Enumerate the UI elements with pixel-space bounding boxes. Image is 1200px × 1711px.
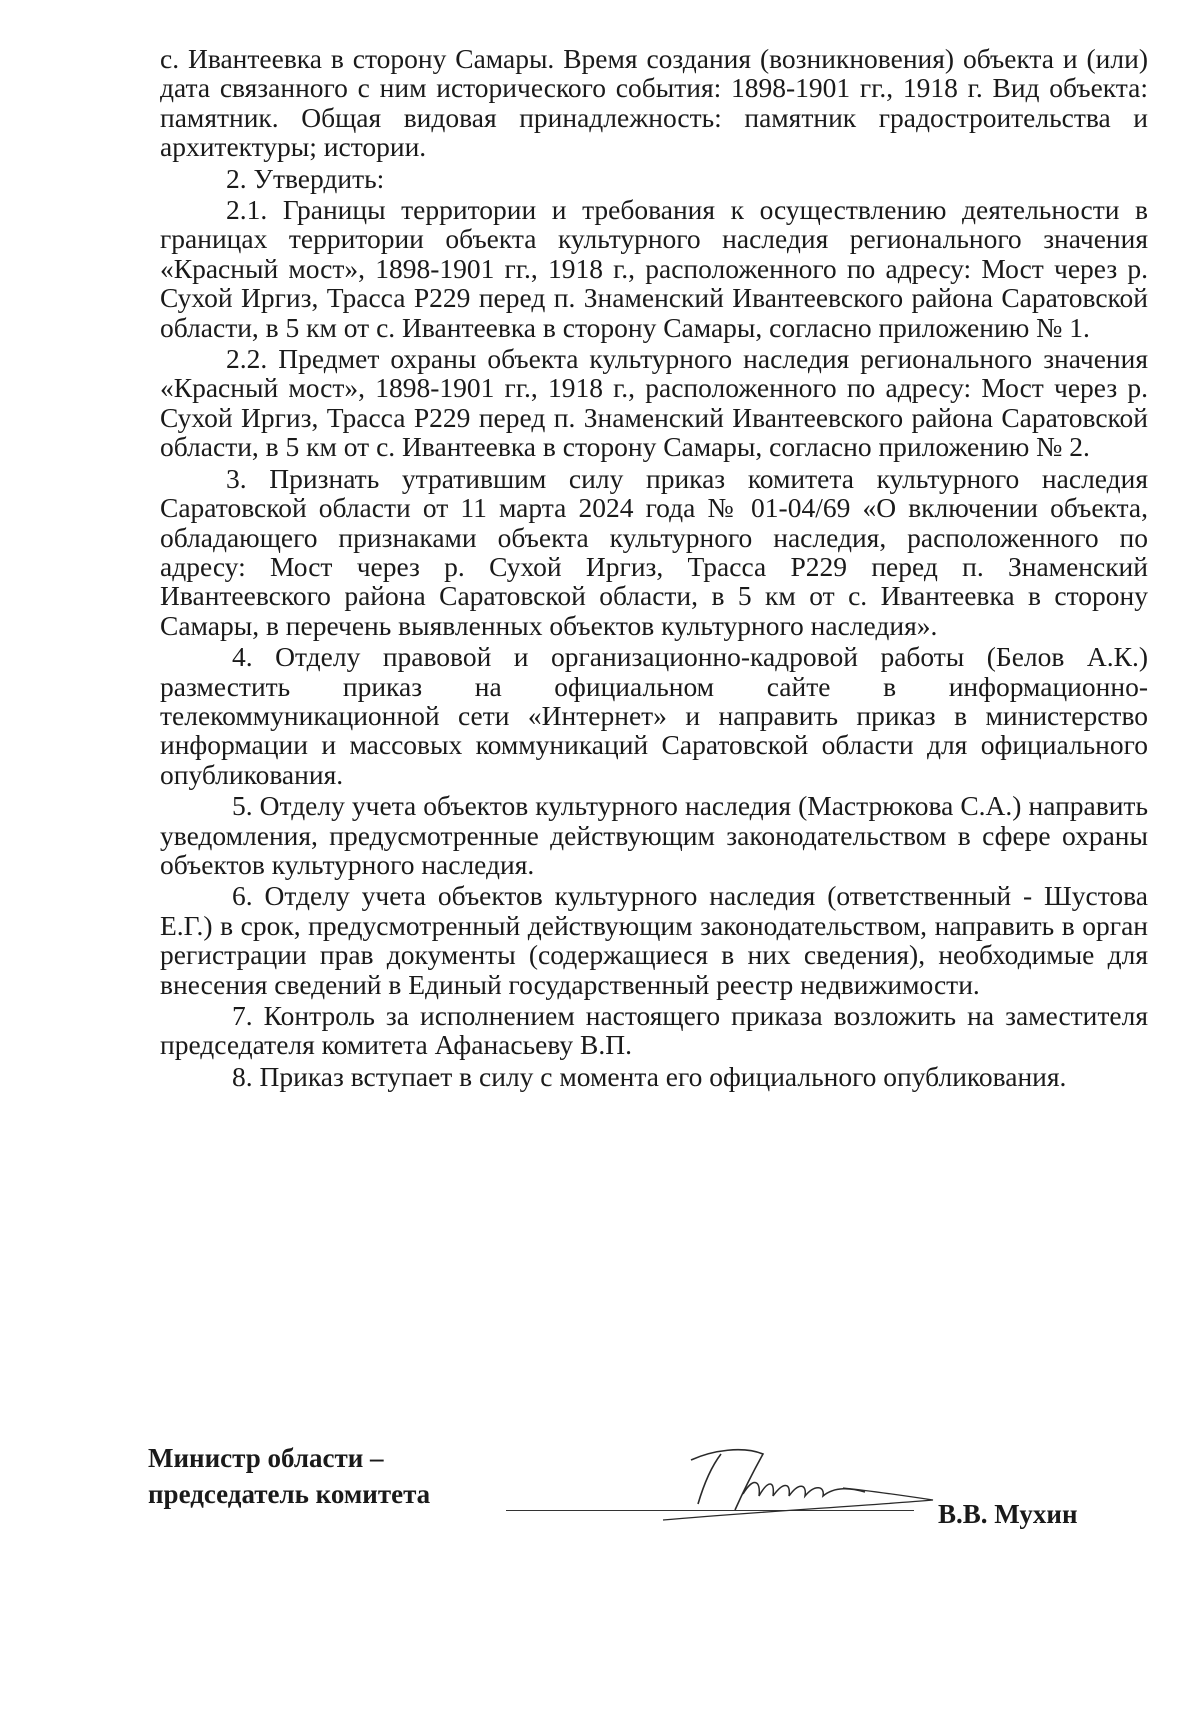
signatory-title-line-1: Министр области – [148, 1443, 384, 1473]
paragraph-item-7: 7. Контроль за исполнением настоящего приказа возложить на заместителя председателя комитета Афанасьеву В.П. [160, 1000, 1148, 1061]
signatory-title [148, 1440, 430, 1512]
paragraph-item-4: 4. Отделу правовой и организационно-кадровой работы (Белов А.К.) разместить приказ на официальном сайте в информационно-телекоммуникационной сети «Интернет» и направить приказ в министерство информации и массовых коммуникаций Саратовской области для официального опубликования. [160, 641, 1148, 790]
signature-block [148, 1440, 1108, 1560]
paragraph-item-5: 5. Отделу учета объектов культурного наследия (Мастрюкова С.А.) направить уведомления, предусмотренные действующим законодательством в сфере охраны объектов культурного наследия. [160, 790, 1148, 880]
paragraph-item-3: 3. Признать утратившим силу приказ комитета культурного наследия Саратовской области от 11 марта 2024 года № 01-04/69 «О включении объекта, обладающего признаками объекта культурного наследия, расположенного по адресу: Мост через р. Сухой Иргиз, Трасса Р229 перед п. Знаменский Ивантеевского района Саратовской области, в 5 км от с. Ивантеевка в сторону Самары, в перечень выявленных объектов культурного наследия». [160, 462, 1148, 641]
paragraph-item-6: 6. Отделу учета объектов культурного наследия (ответственный - Шустова Е.Г.) в срок, предусмотренный действующим законодательством, направить в орган регистрации прав документы (содержащиеся в них сведения), необходимые для внесения сведений в Единый государственный реестр недвижимости. [160, 880, 1148, 1000]
document-body [160, 44, 1148, 1093]
signatory-name: В.В. Мухин [938, 1499, 1078, 1529]
paragraph-item-8: 8. Приказ вступает в силу с момента его официального опубликования. [232, 1060, 1067, 1092]
paragraph-item-2: 2. Утвердить: [226, 162, 385, 194]
signatory-title-line-2: председатель комитета [148, 1479, 431, 1509]
paragraph-item-2-2: 2.2. Предмет охраны объекта культурного наследия регионального значения «Красный мост», 1898-1901 гг., 1918 г., расположенного по адресу: Мост через р. Сухой Иргиз, Трасса Р229 перед п. Знаменский Ивантеевского района Саратовской области, в 5 км от с. Ивантеевка в сторону Самары, согласно приложению № 2. [160, 343, 1148, 463]
paragraph-intro: с. Ивантеевка в сторону Самары. Время создания (возникновения) объекта и (или) дата связанного с ним исторического события: 1898-1901 гг., 1918 г. Вид объекта: памятник. Общая видовая принадлежность: памятник градостроительства и архитектуры; истории. [160, 43, 1148, 163]
paragraph-item-2-1: 2.1. Границы территории и требования к осуществлению деятельности в границах территории объекта культурного наследия регионального значения «Красный мост», 1898-1901 гг., 1918 г., расположенного по адресу: Мост через р. Сухой Иргиз, Трасса Р229 перед п. Знаменский Ивантеевского района Саратовской области, в 5 км от с. Ивантеевка в сторону Самары, согласно приложению № 1. [160, 194, 1148, 343]
